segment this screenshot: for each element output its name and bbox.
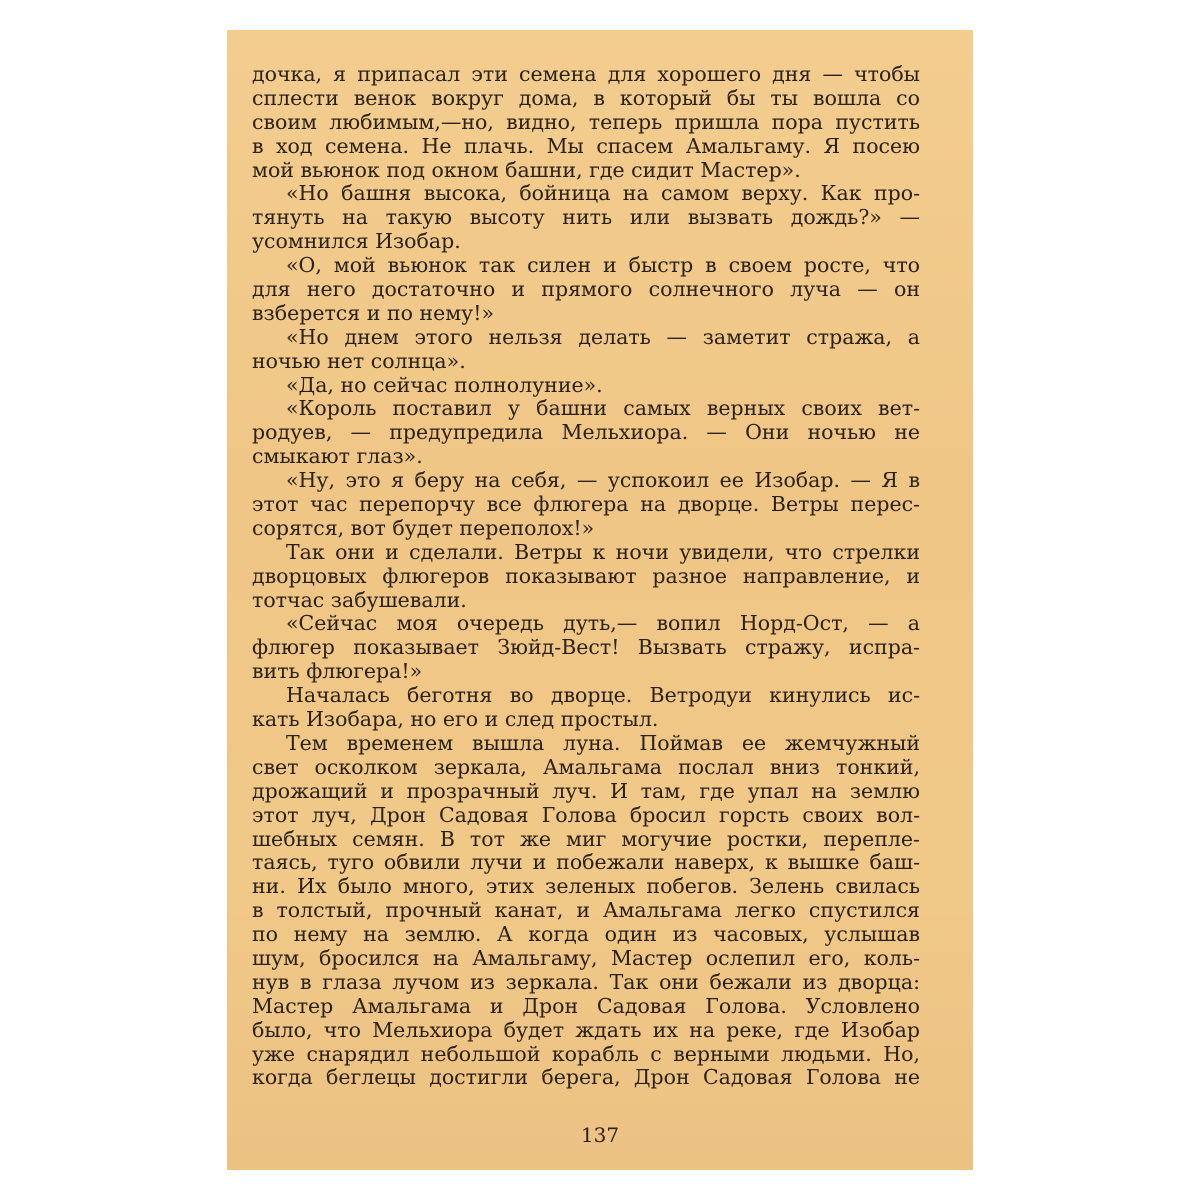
text-line: «Сейчас моя очередь дуть,— вопил Норд-Ост, — а (286, 611, 920, 636)
text-line: кать Изобара, но его и след простыл. (252, 707, 659, 732)
text-line: тотчас забушевали. (252, 587, 467, 612)
text-line: ночью нет солнца». (252, 348, 466, 373)
text-line: дрожащий и прозрачный луч. И там, где упал на землю (252, 778, 920, 803)
text-line: своим любимым,—но, видно, теперь пришла пора пустить (252, 109, 920, 134)
book-page (227, 30, 973, 1170)
text-line: Так они и сделали. Ветры к ночи увидели, что стрелки (286, 539, 920, 564)
text-line: Мастер Амальгама и Дрон Садовая Голова. Условлено (252, 993, 920, 1018)
text-line: таясь, туго обвили лучи и побежали наверх, к вышке баш- (252, 850, 920, 875)
text-line: нув в глаза лучом из зеркала. Так они бежали из дворца: (252, 969, 920, 994)
text-line: Началась беготня во дворце. Ветродуи кинулись ис- (286, 683, 920, 708)
text-line: когда беглецы достигли берега, Дрон Садовая Голова не (252, 1065, 920, 1090)
text-line: тянуть на такую высоту нить или вызвать дождь?» — (252, 205, 920, 230)
text-line: шум, бросился на Амальгаму, Мастер ослепил его, коль- (252, 945, 920, 970)
text-line: свет осколком зеркала, Амальгама послал вниз тонкий, (252, 754, 920, 779)
text-line: по нему на землю. А когда один из часовых, услышав (252, 922, 920, 947)
text-line: «О, мой вьюнок так силен и быстр в своем росте, что (286, 253, 920, 278)
text-line: «Но башня высока, бойница на самом верху. Как про- (286, 181, 920, 206)
text-line: усомнился Изобар. (252, 229, 461, 254)
text-line: ни. Их было много, этих зеленых побегов. Зелень свилась (252, 874, 920, 899)
text-line: дочка, я припасал эти семена для хорошего дня — чтобы (252, 62, 920, 86)
text-line: смыкают глаз». (252, 444, 423, 469)
text-line: «Да, но сейчас полнолуние». (286, 372, 603, 397)
text-line: дворцовых флюгеров показывают разное направление, и (252, 563, 920, 588)
text-line: «Король поставил у башни самых верных своих вет- (286, 396, 920, 421)
text-line: этот луч, Дрон Садовая Голова бросил горсть своих вол- (252, 802, 920, 827)
page-number: 137 (580, 1123, 620, 1147)
page-body-text (252, 63, 920, 1090)
text-line: «Но днем этого нельзя делать — заметит стража, а (286, 324, 920, 349)
text-line: взберется и по нему!» (252, 300, 495, 325)
text-line: было, что Мельхиора будет ждать их на реке, где Изобар (252, 1017, 920, 1042)
text-line: родуев, — предупредила Мельхиора. — Они ночью не (252, 420, 920, 445)
text-line: в толстый, прочный канат, и Амальгама легко спустился (252, 898, 920, 923)
text-line: в ход семена. Не плачь. Мы спасем Амальгаму. Я посею (252, 133, 920, 158)
text-line: мой вьюнок под окном башни, где сидит Мастер». (252, 157, 801, 182)
text-line: Тем временем вышла луна. Поймав ее жемчужный (286, 730, 920, 755)
text-line: этот час перепорчу все флюгера на дворце. Ветры перес- (252, 492, 920, 517)
text-line: уже снарядил небольшой корабль с верными людьми. Но, (252, 1041, 920, 1066)
text-line: вить флюгера!» (252, 659, 423, 684)
text-line: сплести венок вокруг дома, в который бы ты вошла со (252, 85, 920, 110)
text-line: «Ну, это я беру на себя, — успокоил ее Изобар. — Я в (286, 468, 920, 493)
text-line: для него достаточно и прямого солнечного луча — он (252, 277, 920, 302)
text-line: флюгер показывает Зюйд-Вест! Вызвать стражу, испра- (252, 635, 920, 660)
text-line: сорятся, вот будет переполох!» (252, 515, 595, 540)
text-line: шебных семян. В тот же миг могучие ростки, перепле- (252, 826, 920, 851)
